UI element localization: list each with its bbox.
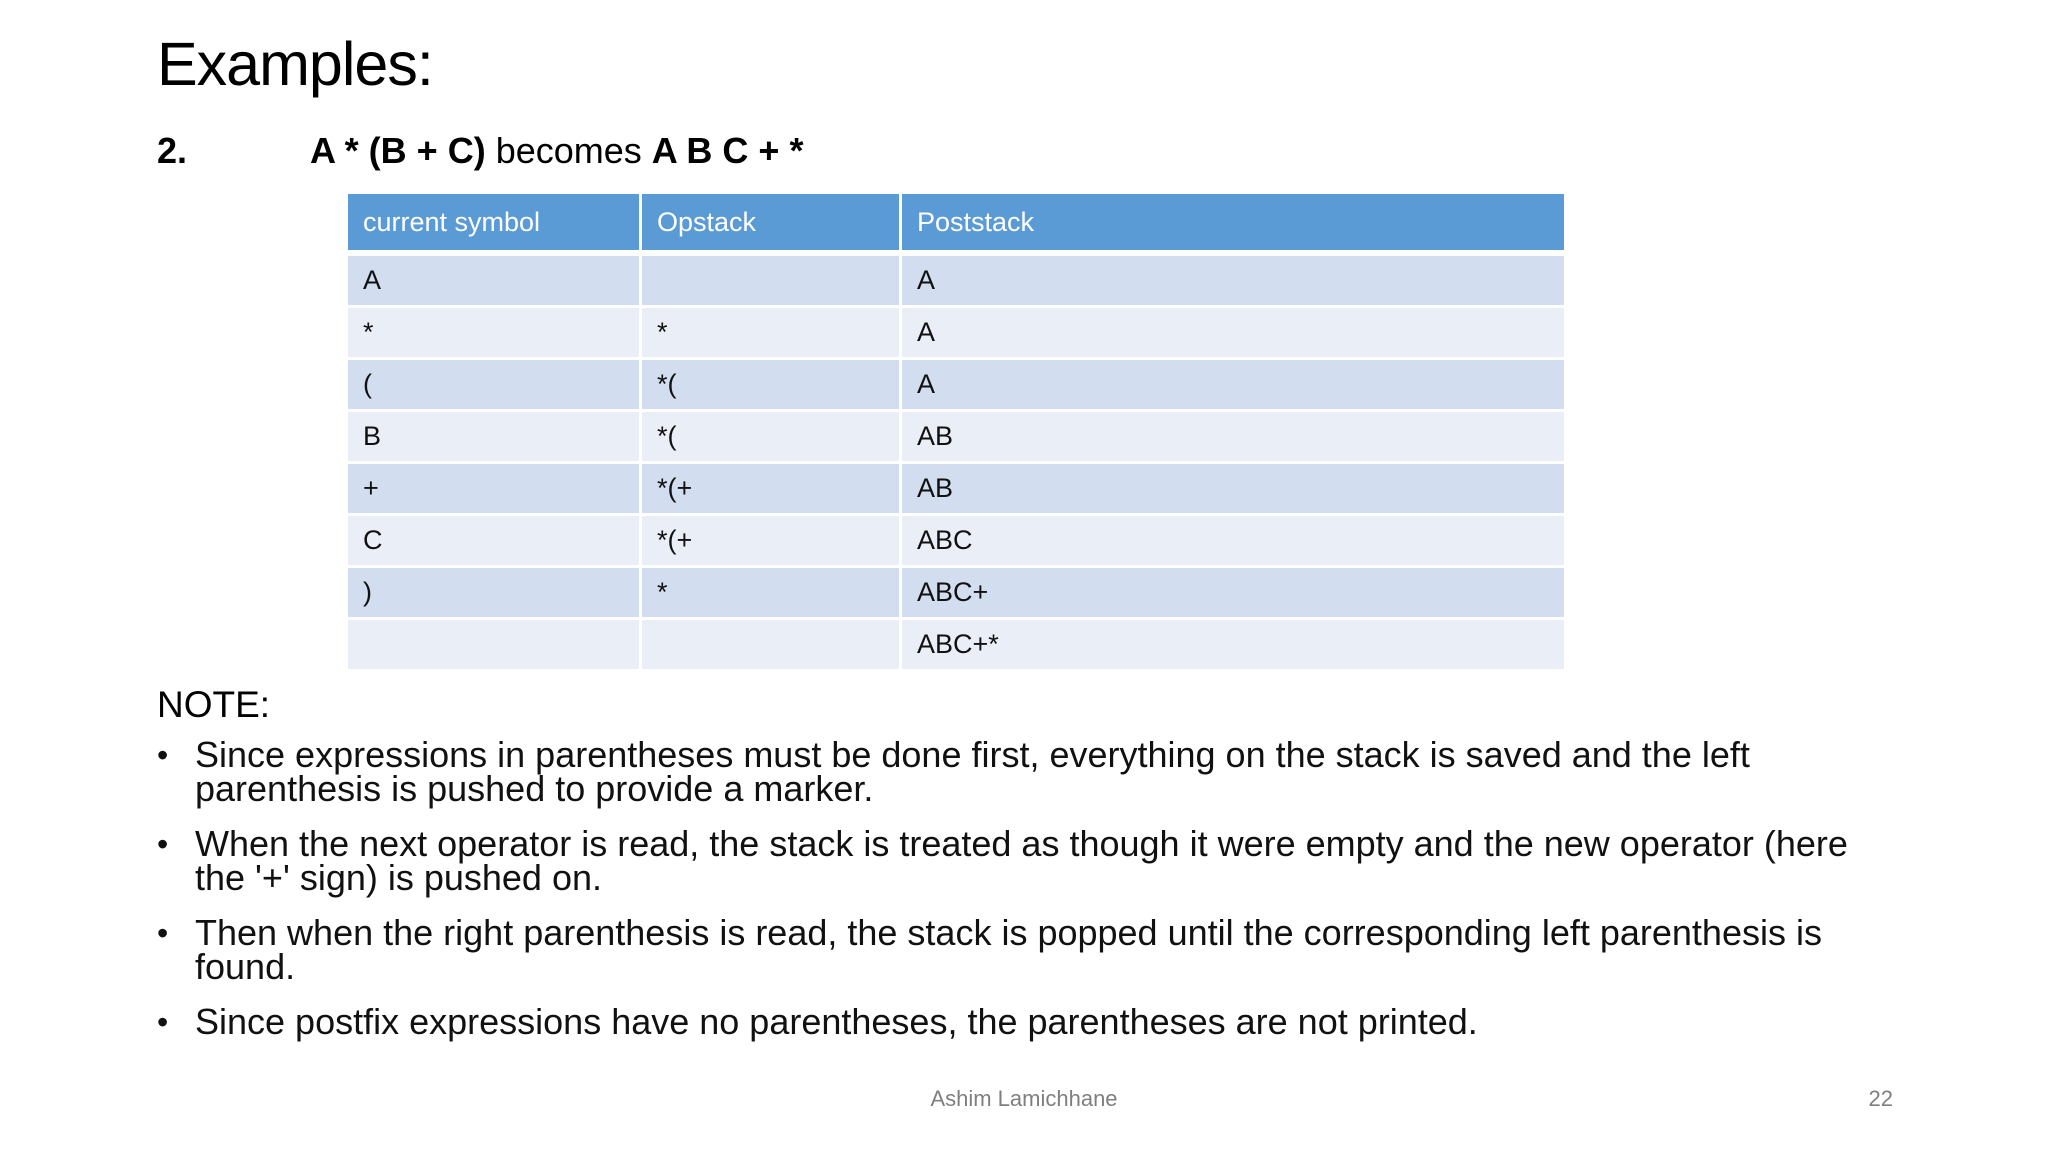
cell-current-symbol: B bbox=[348, 412, 642, 464]
bullet-glyph: • bbox=[157, 915, 169, 951]
cell-current-symbol: C bbox=[348, 516, 642, 568]
note-bullet bbox=[157, 823, 1897, 898]
cell-opstack: *( bbox=[642, 412, 902, 464]
note-bullet-list bbox=[157, 734, 1897, 1060]
cell-poststack: A bbox=[902, 308, 1564, 360]
header-poststack: Poststack bbox=[902, 194, 1564, 256]
table-row bbox=[348, 620, 1564, 672]
cell-opstack: *( bbox=[642, 360, 902, 412]
bullet-glyph: • bbox=[157, 737, 169, 773]
note-bullet bbox=[157, 734, 1897, 809]
cell-poststack: A bbox=[902, 360, 1564, 412]
table-row bbox=[348, 360, 1564, 412]
cell-opstack: * bbox=[642, 308, 902, 360]
table-row bbox=[348, 308, 1564, 360]
example-number: 2. bbox=[157, 130, 188, 171]
bullet-glyph: • bbox=[157, 1004, 169, 1040]
header-current-symbol: current symbol bbox=[348, 194, 642, 256]
cell-opstack bbox=[642, 256, 902, 308]
cell-opstack: *(+ bbox=[642, 516, 902, 568]
table-row bbox=[348, 464, 1564, 516]
cell-current-symbol: A bbox=[348, 256, 642, 308]
note-bullet bbox=[157, 912, 1897, 987]
bullet-text: When the next operator is read, the stack is treated as though it were empty and the new operator (here the '+' sign) is pushed on. bbox=[195, 823, 1848, 898]
cell-poststack: ABC+* bbox=[902, 620, 1564, 672]
bullet-text: Then when the right parenthesis is read, the stack is popped until the corresponding left parenthesis is found. bbox=[195, 912, 1822, 987]
cell-current-symbol: * bbox=[348, 308, 642, 360]
cell-current-symbol: + bbox=[348, 464, 642, 516]
table-row bbox=[348, 516, 1564, 568]
table-row bbox=[348, 412, 1564, 464]
example-line bbox=[157, 124, 1157, 178]
postfix-expression: A B C + * bbox=[651, 130, 804, 171]
cell-poststack: A bbox=[902, 256, 1564, 308]
cell-opstack: *(+ bbox=[642, 464, 902, 516]
bullet-text: Since postfix expressions have no parentheses, the parentheses are not printed. bbox=[195, 1001, 1478, 1042]
note-heading: NOTE: bbox=[157, 684, 271, 725]
conversion-table bbox=[348, 194, 1564, 672]
table-row bbox=[348, 256, 1564, 308]
note-bullet bbox=[157, 1001, 1897, 1042]
example-expression bbox=[310, 124, 803, 178]
cell-poststack: ABC bbox=[902, 516, 1564, 568]
footer-author: Ashim Lamichhane bbox=[930, 1086, 1118, 1111]
table-header-row bbox=[348, 194, 1564, 256]
cell-current-symbol: ) bbox=[348, 568, 642, 620]
cell-current-symbol bbox=[348, 620, 642, 672]
cell-opstack bbox=[642, 620, 902, 672]
cell-poststack: AB bbox=[902, 412, 1564, 464]
slide-title: Examples: bbox=[157, 30, 433, 98]
header-opstack: Opstack bbox=[642, 194, 902, 256]
cell-poststack: AB bbox=[902, 464, 1564, 516]
infix-expression: A * (B + C) bbox=[310, 130, 486, 171]
bullet-text: Since expressions in parentheses must be done first, everything on the stack is saved and the left parenthesis is pushed to provide a marker. bbox=[195, 734, 1750, 809]
example-connector: becomes bbox=[485, 130, 652, 171]
page-number: 22 bbox=[1868, 1086, 1893, 1111]
cell-current-symbol: ( bbox=[348, 360, 642, 412]
bullet-glyph: • bbox=[157, 826, 169, 862]
cell-poststack: ABC+ bbox=[902, 568, 1564, 620]
cell-opstack: * bbox=[642, 568, 902, 620]
table-row bbox=[348, 568, 1564, 620]
